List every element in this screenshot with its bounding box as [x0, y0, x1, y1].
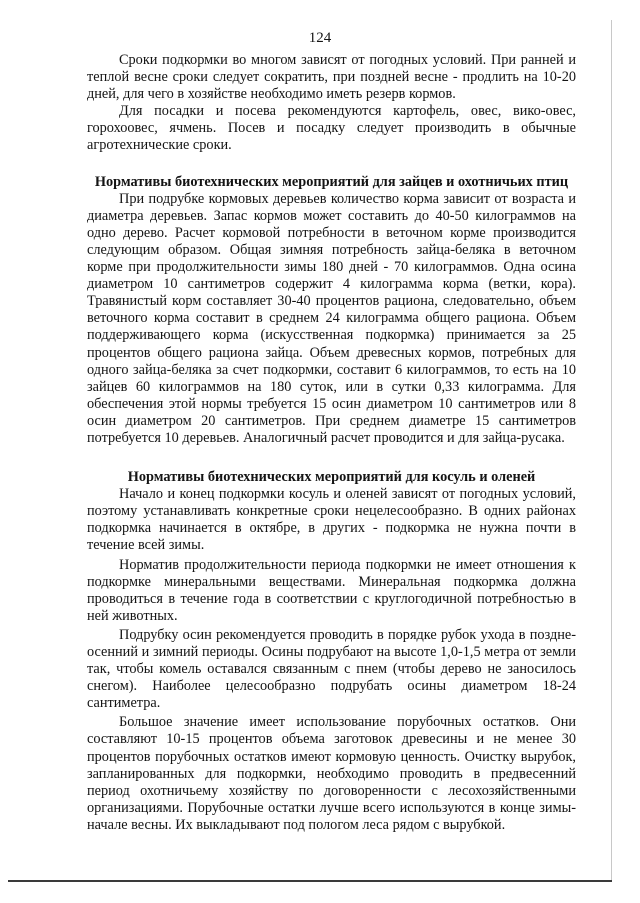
scan-edge-line — [611, 20, 612, 880]
paragraph: Сроки подкормки во многом зависят от погодных условий. При ранней и теплой весне сроки следует сократить, при поздней весне - продлить на 10-20 дней, для чего в хозяйстве необходимо иметь резерв кормов. — [87, 52, 576, 103]
paragraph: При подрубке кормовых деревьев количество корма зависит от возраста и диаметра деревьев. Запас кормов может составить до 40-50 килограммов на одно дерево. Расчет кормовой потребности в веточном корме производится следующим образом. Общая зимняя потребность зайца-беляка в веточном корме при продолжительности зимы 180 дней - 70 килограммов. Одна осина диаметром 10 сантиметров содержит 4 килограмма корма (ветки, кора). Травянистый корм составляет 30-40 процентов рациона, следовательно, объем веточного корма составит в среднем 24 килограмма общего рациона. Объем поддерживающего корма (искусственная подкормка) принимается за 25 процентов общего рациона зайца. Объем древесных кормов, потребных для одного зайца-беляка за счет подкормки, составит 6 килограммов, то есть на 10 зайцев 60 килограммов на 180 суток, или в сутки 0,33 килограмма. Для обеспечения этой нормы требуется 15 осин диаметром 10 сантиметров или 8 осин диаметром 20 сантиметров. При среднем диаметре 15 сантиметров потребуется 10 деревьев. Аналогичный расчет проводится и для зайца-русака. — [87, 190, 576, 446]
paragraph: Начало и конец подкормки косуль и оленей зависят от погодных условий, поэтому устанавливать конкретные сроки нецелесообразно. В одних районах подкормка начинается в октябре, в других - подкормка не нужна почти в течение всей зимы. — [87, 486, 576, 554]
document-body — [87, 52, 576, 834]
section-heading-deer: Нормативы биотехнических мероприятий для косуль и оленей — [127, 469, 536, 486]
paragraph: Большое значение имеет использование порубочных остатков. Они составляют 10-15 процентов объема заготовок древесины и не менее 30 процентов порубочных остатков имеют кормовую ценность. Очистку вырубок, запланированных для подкормки, необходимо проводить в предвесенний период охотничьему хозяйству по договоренности с лесохозяйственными организациями. Порубочные остатки лучше всего используются в конце зимы-начале весны. Их выкладывают под пологом леса рядом с вырубкой. — [87, 714, 576, 833]
paragraph: Норматив продолжительности периода подкормки не имеет отношения к подкормке минеральными веществами. Минеральная подкормка должна проводиться в течение года в соответствии с круглогодичной потребностью в ней животных. — [87, 556, 576, 624]
paragraph: Подрубку осин рекомендуется проводить в порядке рубок ухода в позднеосенний и зимний периоды. Осины подрубают на высоте 1,0-1,5 метра от земли так, чтобы комель оставался связанным с пнем (чтобы дерево не заносилось снегом). Наиболее целесообразно подрубать осины диаметром 18-24 сантиметра. — [87, 626, 576, 712]
paragraph: Для посадки и посева рекомендуются картофель, овес, вико-овес, горохоовес, ячмень. Посев и посадку следует производить в обычные агротехнические сроки. — [87, 103, 576, 154]
page-number: 124 — [308, 30, 332, 46]
section-heading-hares: Нормативы биотехнических мероприятий для зайцев и охотничьих птиц — [94, 173, 569, 190]
scan-bottom-line — [8, 880, 612, 882]
